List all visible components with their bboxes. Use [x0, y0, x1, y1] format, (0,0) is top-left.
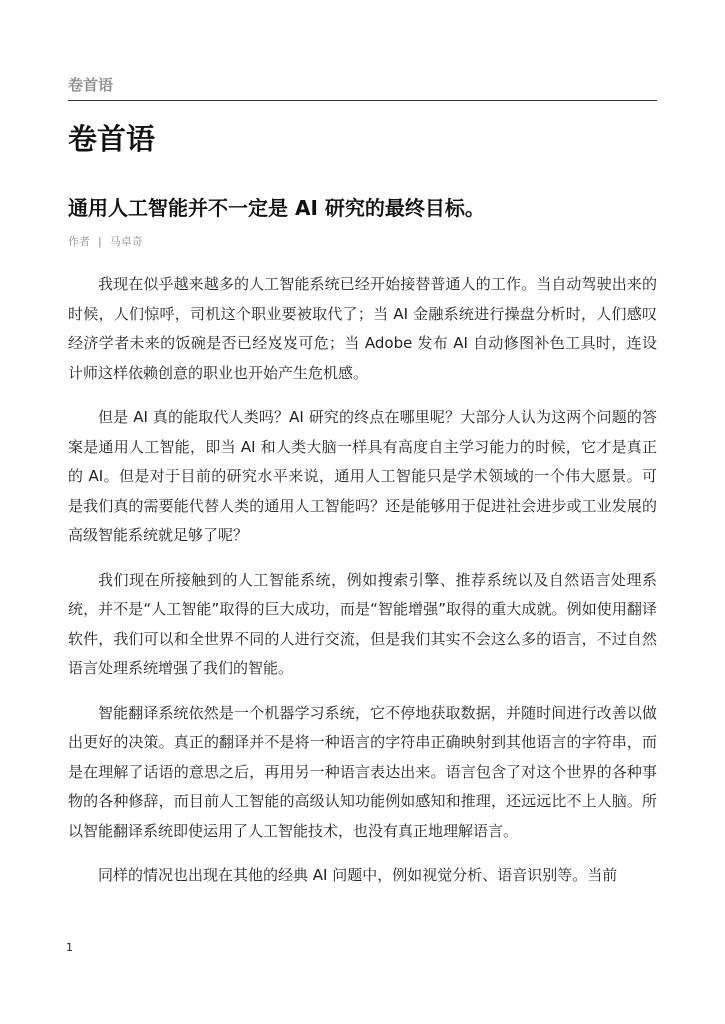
byline-separator: |	[98, 235, 102, 248]
paragraph-4: 智能翻译系统依然是一个机器学习系统，它不停地获取数据，并随时间进行改善以做出更好的决策。真正的翻译并不是将一种语言的字符串正确映射到其他语言的字符串，而是在理解了话语的意思之后，再用另一种语言表达出来。语言包含了对这个世界的各种事物的各种修辞，而目前人工智能的高级认知功能例如感知和推理，还远远比不上人脑。所以智能翻译系统即使运用了人工智能技术，也没有真正地理解语言。	[68, 703, 657, 840]
paragraph-1: 我现在似乎越来越多的人工智能系统已经开始接替普通人的工作。当自动驾驶出来的时候，人们惊呼，司机这个职业要被取代了；当 AI 金融系统进行操盘分析时，人们感叹经济学者未来的饭碗是否已经岌岌可危；当 Adobe 发布 AI 自动修图补色工具时，连设计师这样依赖创意的职业也开始产生危机感。	[68, 275, 657, 382]
paragraph-3: 我们现在所接触到的人工智能系统，例如搜索引擎、推荐系统以及自然语言处理系统，并不是“人工智能”取得的巨大成功，而是“智能增强”取得的重大成就。例如使用翻译软件，我们可以和全世界不同的人进行交流，但是我们其实不会这么多的语言，不过自然语言处理系统增强了我们的智能。	[68, 570, 657, 677]
running-header: 卷首语	[68, 76, 657, 101]
paragraph-5: 同样的情况也出现在其他的经典 AI 问题中，例如视觉分析、语音识别等。当前	[98, 866, 618, 884]
article-title: 通用人工智能并不一定是 AI 研究的最终目标。	[68, 196, 485, 220]
chapter-title: 卷首语	[68, 122, 156, 156]
author-name: 马卓奇	[109, 235, 143, 248]
paragraph-2: 但是 AI 真的能取代人类吗？AI 研究的终点在哪里呢？大部分人认为这两个问题的答案是通用人工智能，即当 AI 和人类大脑一样具有高度自主学习能力的时候，它才是真正的 AI。但是对于目前的研究水平来说，通用人工智能只是学术领域的一个伟大愿景。可是我们真的需要能代替人类的通用人工智能吗？还是能够用于促进社会进步或工业发展的高级智能系统就足够了呢？	[68, 408, 657, 544]
page-number: 1	[66, 941, 73, 954]
byline-label: 作者	[68, 235, 90, 248]
article-body	[68, 270, 657, 906]
byline	[68, 234, 143, 250]
